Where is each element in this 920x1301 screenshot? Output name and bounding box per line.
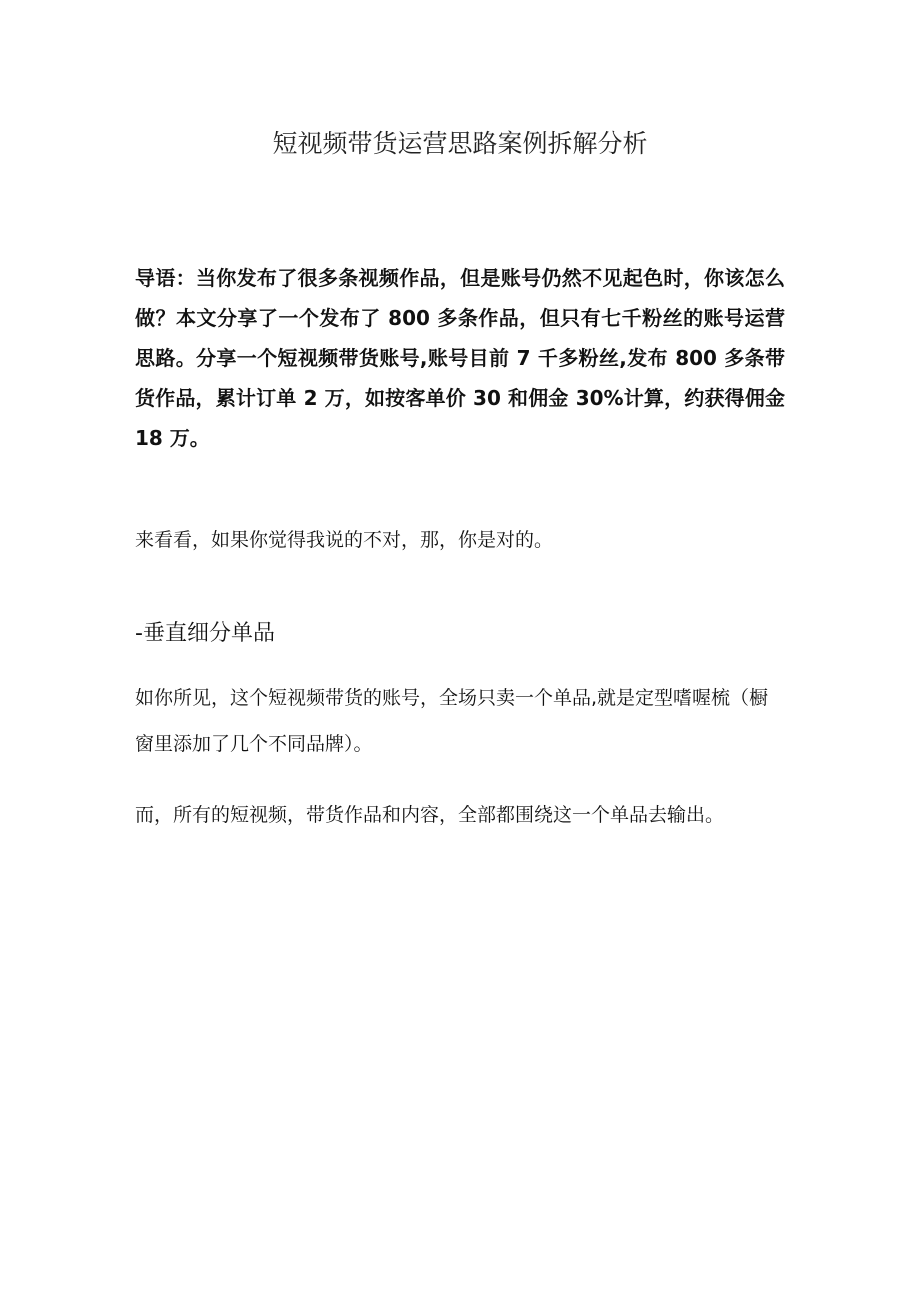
section-heading: -垂直细分单品 xyxy=(135,621,275,646)
intro-paragraph: 导语：当你发布了很多条视频作品，但是账号仍然不见起色时，你该怎么做？本文分享了一个发布了 800 多条作品，但只有七千粉丝的账号运营思路。分享一个短视频带货账号,账号目前 7 千多粉丝,发布 800 多条带货作品，累计订单 2 万，如按客单价 30 和佣金 30%计算，约获得佣金 18 万。 xyxy=(135,266,785,450)
body-paragraph-1: 来看看，如果你觉得我说的不对，那，你是对的。 xyxy=(135,529,554,551)
body-paragraph-2: 如你所见，这个短视频带货的账号，全场只卖一个单品,就是定型嗜喔梳（橱窗里添加了几个不同品牌）。 xyxy=(135,687,769,755)
document-title: 短视频带货运营思路案例拆解分析 xyxy=(272,129,648,158)
body-paragraph-3: 而，所有的短视频，带货作品和内容，全部都围绕这一个单品去输出。 xyxy=(135,804,725,826)
